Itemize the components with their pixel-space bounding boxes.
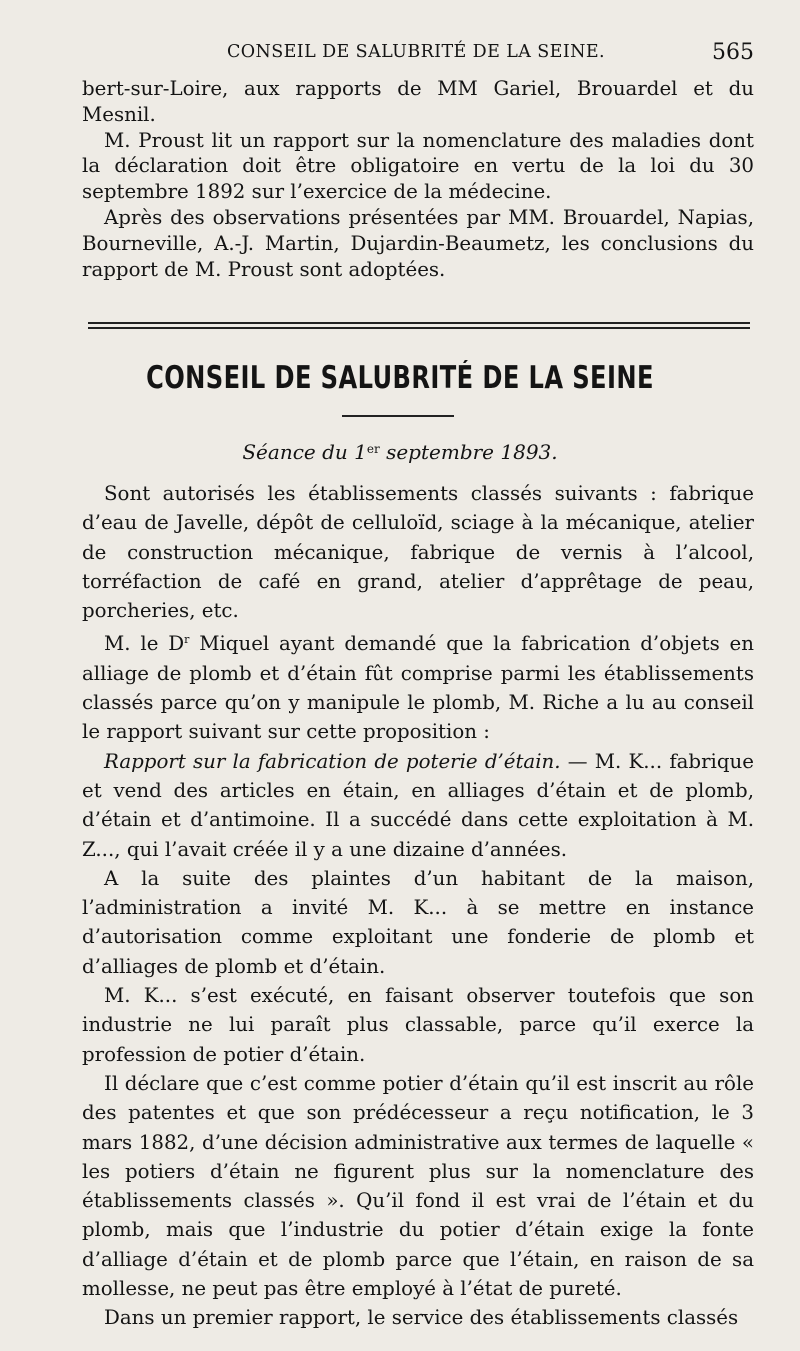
paragraph-conclusions: Après des observations présentées par MM. Brouardel, Napias, Bourneville, A.-J. Martin, Dujardin-Beaumetz, les conclusions du rapport de M. Proust sont adoptées. — [82, 205, 754, 281]
title-underline — [342, 415, 454, 417]
rapport-heading: Rapport sur la fabrication de poterie d’étain. — [104, 749, 561, 773]
paragraph-declare: Il déclare que c’est comme potier d’étain qu’il est inscrit au rôle des patentes et que son prédécesseur a reçu notification, le 3 mars 1882, d’une décision administrative aux termes de laquelle « les potiers d’étain ne figurent plus sur la nomenclature des établissements classés ». Qu’il fond il est vrai de l’étain et du plomb, mais que l’industrie du potier d’étain exige la fonte d’alliage d’étain et de plomb parce que l’étain, en raison de sa mollesse, ne peut pas être employé à l’état de pureté. — [82, 1071, 754, 1301]
session-text — [82, 479, 754, 1333]
page-number: 565 — [712, 40, 754, 65]
running-head — [78, 38, 754, 70]
section-divider — [88, 322, 750, 329]
paragraph-execute: M. K... s’est exécuté, en faisant observer toutefois que son industrie ne lui paraît plus classable, parce qu’il exerce la profession de potier d’étain. — [82, 984, 754, 1066]
session-date: Séance du 1er septembre 1893. — [242, 440, 558, 464]
paragraph-proust-report: M. Proust lit un rapport sur la nomenclature des maladies dont la déclaration doit être obligatoire en vertu de la loi du 30 septembre 1892 sur l’exercice de la médecine. — [82, 128, 754, 204]
session-date-sup: er — [366, 442, 380, 456]
paragraph-rapport: Rapport sur la fabrication de poterie d’étain. — M. K... fabrique et vend des articles en étain, en alliages d’étain et de plomb, d’étain et d’antimoine. Il a succédé dans cette exploitation à M. Z..., qui l’avait créée il y a une dizaine d’années. — [82, 749, 754, 861]
section-title: CONSEIL DE SALUBRITÉ DE LA SEINE — [146, 360, 654, 396]
paragraph-authorized: Sont autorisés les établissements classés suivants : fabrique d’eau de Javelle, dépôt de celluloïd, sciage à la mécanique, atelier de construction mécanique, fabrique de vernis à l’alcool, torréfaction de café en grand, atelier d’apprêtage de peau, porcheries, etc. — [82, 482, 754, 623]
paragraph-plaintes: A la suite des plaintes d’un habitant de la maison, l’administration a invité M. K... à se mettre en instance d’autorisation comme exploitant une fonderie de plomb et d’alliages de plomb et d’étain. — [82, 866, 754, 978]
paragraph-continued: bert-sur-Loire, aux rapports de MM Gariel, Brouardel et du Mesnil. — [82, 77, 754, 126]
previous-section-text — [82, 76, 754, 282]
paragraph-miquel: M. le $D^r$ Miquel ayant demandé que la fabrication d’objets en alliage de plomb et d’étain fût comprise parmi les établissements classés parce qu’on y manipule le plomb, M. Riche a lu au conseil le rapport suivant sur cette proposition : — [82, 632, 755, 744]
running-title: CONSEIL DE SALUBRITÉ DE LA SEINE. — [227, 42, 605, 62]
paragraph-premier-rapport: Dans un premier rapport, le service des établissements classés — [104, 1306, 739, 1330]
